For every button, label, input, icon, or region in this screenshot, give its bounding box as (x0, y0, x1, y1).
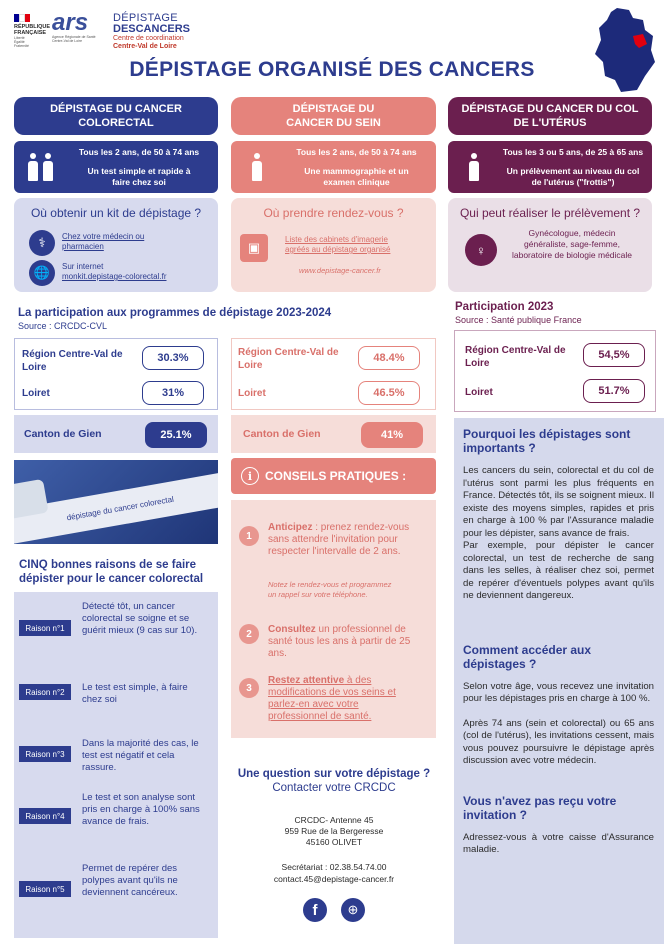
ars-logo (52, 11, 102, 43)
conseils-header (231, 458, 436, 494)
reasons-title: CINQ bonnes raisons de se faire dépister pour le cancer colorectal (19, 559, 204, 585)
sein-ages: Tous les 2 ans, de 50 à 74 ans (296, 146, 417, 157)
info-icon: i (241, 467, 259, 485)
step-number: 2 (239, 624, 259, 644)
colorectal-info-box (14, 198, 218, 292)
dept-label: Loiret (238, 388, 266, 399)
page-title: DÉPISTAGE ORGANISÉ DES CANCERS (129, 58, 535, 81)
reason-tag: Raison n°5 (19, 881, 71, 897)
sein-header-text: DÉPISTAGE DU CANCER DU SEIN (286, 103, 381, 129)
colorectal-item1[interactable]: Chez votre médecin ou pharmacien (62, 232, 145, 251)
conseil-1-note: Notez le rendez-vous et programmez un rappel sur votre téléphone. (268, 580, 392, 599)
photo-label: dépistage du cancer colorectal (66, 494, 175, 523)
colorectal-header (14, 97, 218, 135)
colorectal-item2-link[interactable]: monkit.depistage-colorectal.fr (62, 272, 167, 281)
reason-text: Détecté tôt, un cancer colorectal se soigne et se guérit mieux (9 cas sur 10). (82, 601, 198, 636)
access-text-1: Selon votre âge, vous recevez une invitation pour les dépistages pris en charge à 100 %. (463, 680, 654, 704)
invitation-heading: Vous n'avez pas reçu votre invitation ? (463, 793, 617, 822)
region-label: Région Centre-Val de Loire (238, 347, 339, 371)
sein-header (231, 97, 436, 135)
invitation-text: Adressez-vous à votre caisse d'Assurance maladie. (463, 831, 654, 855)
conseil-1-bold: Anticipez (268, 522, 313, 533)
canton-label: Canton de Gien (24, 428, 102, 440)
man-woman-icon (14, 153, 66, 181)
ars-wordmark: ars (52, 9, 89, 36)
col-box-title: Qui peut réaliser le prélèvement ? (459, 206, 641, 220)
conseil-3-bold: Restez attentive (268, 675, 345, 686)
ars-sub: Agence Régionale de Santé Centre-Val de Loire (52, 35, 96, 43)
why-heading: Pourquoi les dépistages sont importants ? (463, 427, 631, 455)
contact-address3: 45160 OLIVET (305, 837, 363, 847)
sein-exam: Une mammographie et un examen clinique (304, 165, 409, 187)
sein-region-value: 48.4% (358, 346, 420, 370)
conseil-2-bold: Consultez (268, 624, 316, 635)
sein-dept-value: 46.5% (358, 381, 420, 405)
conseil-3 (268, 675, 418, 723)
sein-info-box (231, 198, 436, 292)
reason-tag: Raison n°4 (19, 808, 71, 824)
colorectal-box-title: Où obtenir un kit de dépistage ? (30, 206, 202, 220)
colorectal-region-value: 30.3% (142, 346, 204, 370)
reason-text: Dans la majorité des cas, le test est négatif et cela rassure. (82, 738, 199, 773)
contact-phone: Secrétariat : 02.38.54.74.00 (281, 862, 387, 872)
woman-icon (448, 153, 500, 181)
contact-address1: CRCDC- Antenne 45 (294, 815, 374, 825)
globe-icon: 🌐 (29, 260, 55, 286)
col-region-value: 54,5% (583, 343, 645, 367)
uterus-icon: ♀ (465, 234, 497, 266)
col-info-box (448, 198, 652, 292)
region-label: Région Centre-Val de Loire (465, 345, 566, 369)
reason-tag: Raison n°3 (19, 746, 71, 762)
brand-line2: DESCANCERS (113, 23, 191, 35)
woman-icon (231, 153, 283, 181)
conseil-3-text: à des modifications de vos seins et parlez-en avec votre professionnel de santé. (268, 675, 396, 722)
col-ages: Tous les 3 ou 5 ans, de 25 à 65 ans (502, 146, 644, 157)
brand-line4: Centre-Val de Loire (113, 43, 177, 50)
col-exam: Un prélèvement au niveau du col de l'utérus ("frottis") (506, 165, 640, 187)
step-number: 3 (239, 678, 259, 698)
colorectal-canton-value: 25.1% (145, 422, 207, 448)
why-text-2: Par exemple, pour dépister le cancer colorectal, un test de recherche de sang dans les selles, à réaliser chez soi, permet de repérer d'éventuels polypes avant qu'ils ne deviennent dangereux. (463, 540, 654, 601)
republique-logo (14, 14, 51, 48)
contact-subtitle: Contacter votre CRCDC (272, 782, 396, 794)
appointment-icon: ▣ (240, 234, 268, 262)
conseils-title: CONSEILS PRATIQUES : (265, 469, 407, 483)
participation-source: Source : CRCDC-CVL (18, 321, 108, 331)
brand-line3: Centre de coordination (113, 35, 184, 42)
colorectal-item2-label: Sur internet (62, 262, 104, 271)
sein-canton-value: 41% (361, 422, 423, 448)
colorectal-header-text: DÉPISTAGE DU CANCER COLORECTAL (50, 103, 182, 129)
col-dept-value: 51.7% (583, 379, 645, 403)
republique-text: RÉPUBLIQUE FRANÇAISE (14, 24, 51, 36)
access-text-2: Après 74 ans (sein et colorectal) ou 65 ans (col de l'utérus), les invitations cessent, mais vous pouvez poursuivre le dépistage après discussion avec votre médecin. (463, 717, 654, 766)
colorectal-band (14, 141, 218, 193)
reason-text: Le test et son analyse sont pris en charge à 100% sans avance de frais. (82, 792, 200, 827)
col-item1: Gynécologue, médecin généraliste, sage-femme, laboratoire de biologie médicale (511, 228, 633, 260)
region-label: Région Centre-Val de Loire (22, 349, 123, 373)
col-header-text: DÉPISTAGE DU CANCER DU COL DE L'UTÉRUS (461, 103, 639, 129)
reason-tag: Raison n°1 (19, 620, 71, 636)
canton-label: Canton de Gien (243, 428, 321, 440)
reason-text: Le test est simple, à faire chez soi (82, 682, 188, 705)
website-icon[interactable]: ⊕ (341, 898, 365, 922)
participation-2023-title: Participation 2023 (455, 301, 554, 313)
conseil-1 (268, 522, 428, 558)
colorectal-exam: Un test simple et rapide à faire chez soi (87, 165, 191, 187)
crcdc-logo (113, 13, 223, 51)
contact-address2: 959 Rue de la Bergeresse (284, 826, 384, 836)
colorectal-dept-value: 31% (142, 381, 204, 405)
col-band (448, 141, 652, 193)
step-number: 1 (239, 526, 259, 546)
test-kit-photo (14, 460, 218, 544)
colorectal-ages: Tous les 2 ans, de 50 à 74 ans (78, 146, 200, 157)
reason-text: Permet de repérer des polypes avant qu'ils ne deviennent cancéreux. (82, 863, 178, 898)
facebook-icon[interactable]: f (303, 898, 327, 922)
sein-item2-link[interactable]: www.depistage-cancer.fr (299, 266, 381, 275)
sein-box-title: Où prendre rendez-vous ? (263, 206, 404, 220)
right-info-panel (454, 418, 664, 944)
dept-label: Loiret (22, 388, 50, 399)
why-text-1: Les cancers du sein, colorectal et du col de l'utérus sont parmi les plus fréquents en France. Détectés tôt, ils se soignent mieux. Il existe des moyens simples, rapides et pris en charge à 100 % par l'Assurance maladie pour les dépister, sans avance de frais. (463, 465, 654, 539)
sein-band (231, 141, 436, 193)
doctor-icon: ⚕ (29, 230, 55, 256)
participation-2023-source: Source : Santé publique France (455, 315, 582, 325)
participation-title: La participation aux programmes de dépistage 2023-2024 (18, 307, 332, 319)
conseil-2 (268, 624, 418, 660)
access-heading: Comment accéder aux dépistages ? (463, 642, 592, 671)
col-header (448, 97, 652, 135)
dept-label: Loiret (465, 387, 493, 398)
conseil-1-text: : prenez rendez-vous sans attendre l'invitation pour respecter l'intervalle de 2 ans. (268, 522, 410, 557)
brand-line1: DÉPISTAGE (113, 12, 178, 24)
devise-text: Liberté Égalité Fraternité (14, 36, 29, 48)
reason-tag: Raison n°2 (19, 684, 71, 700)
sein-item1[interactable]: Liste des cabinets d'imagerie agréés au dépistage organisé (285, 235, 391, 254)
conseil-2-text: un professionnel de santé tous les ans à partir de 25 ans. (268, 624, 411, 659)
contact-email[interactable]: contact.45@depistage-cancer.fr (273, 874, 395, 884)
contact-question: Une question sur votre dépistage ? (237, 768, 431, 780)
